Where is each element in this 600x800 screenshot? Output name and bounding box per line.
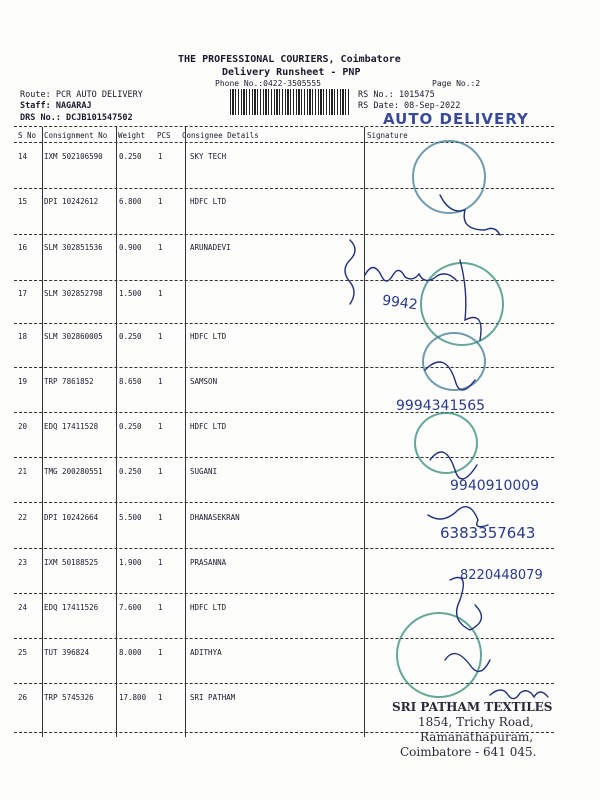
row-consignment: SLM 302851536 [44, 243, 103, 252]
table-top-rule [14, 126, 554, 127]
col-sno: S No [18, 131, 37, 140]
handwritten-phone: 9940910009 [450, 478, 540, 494]
row-consignment: TMG 200280551 [44, 467, 103, 476]
col-weight: Weight [118, 131, 146, 140]
handwritten-phone: 9994341565 [396, 398, 486, 414]
row-consignee: SKY TECH [190, 152, 227, 161]
page-number: Page No.:2 [432, 79, 481, 88]
row-weight: 17.800 [119, 693, 147, 702]
row-sno: 17 [18, 289, 28, 298]
row-pcs: 1 [158, 648, 163, 657]
row-sno: 24 [18, 603, 28, 612]
row-consignee: SRI PATHAM [190, 693, 236, 702]
row-weight: 0.900 [119, 243, 142, 252]
row-consignee: DHANASEKRAN [190, 513, 240, 522]
col-consignee: Consignee Details [182, 131, 259, 140]
row-sno: 26 [18, 693, 28, 702]
phone-number: Phone No.:0422-3505555 [215, 79, 321, 88]
row-sno: 15 [18, 197, 28, 206]
row-consignment: DPI 10242612 [44, 197, 99, 206]
handwritten-phone: 8220448079 [460, 568, 543, 583]
rs-number: RS No.: 1015475 [358, 90, 435, 100]
signature-scribbles [330, 140, 560, 740]
row-consignment: IXM 50188525 [44, 558, 99, 567]
row-consignment: EDQ 17411528 [44, 422, 99, 431]
auto-delivery-stamp: AUTO DELIVERY [383, 110, 529, 128]
drs-number: DRS No.: DCJB101547502 [20, 113, 133, 123]
row-sno: 18 [18, 332, 28, 341]
row-weight: 0.250 [119, 152, 142, 161]
row-consignee: PRASANNA [190, 558, 227, 567]
row-pcs: 1 [158, 603, 163, 612]
row-consignment: TUT 396824 [44, 648, 90, 657]
row-sno: 21 [18, 467, 28, 476]
row-consignee: HDFC LTD [190, 332, 227, 341]
row-weight: 7.600 [119, 603, 142, 612]
row-pcs: 1 [158, 197, 163, 206]
row-consignee: ARUNADEVI [190, 243, 231, 252]
row-consignee: HDFC LTD [190, 422, 227, 431]
address-stamp-line: Coimbatore - 641 045. [400, 745, 537, 759]
row-sno: 20 [18, 422, 28, 431]
row-weight: 1.900 [119, 558, 142, 567]
row-pcs: 1 [158, 243, 163, 252]
row-consignment: EDQ 17411526 [44, 603, 99, 612]
row-pcs: 1 [158, 467, 163, 476]
col-signature: Signature [367, 131, 408, 140]
col-consignment: Consignment No [44, 131, 108, 140]
row-pcs: 1 [158, 422, 163, 431]
route: Route: PCR AUTO DELIVERY [20, 90, 143, 100]
company-name: THE PROFESSIONAL COURIERS, Coimbatore [178, 54, 401, 65]
row-pcs: 1 [158, 152, 163, 161]
row-pcs: 1 [158, 513, 163, 522]
row-weight: 6.800 [119, 197, 142, 206]
row-sno: 23 [18, 558, 28, 567]
row-pcs: 1 [158, 332, 163, 341]
row-consignment: SLM 302852798 [44, 289, 103, 298]
row-weight: 8.650 [119, 377, 142, 386]
row-pcs: 1 [158, 289, 163, 298]
staff: Staff: NAGARAJ [20, 101, 92, 111]
row-consignment: IXM 502106590 [44, 152, 103, 161]
row-consignment: DPI 10242664 [44, 513, 99, 522]
address-stamp-line: Ramanathapuram, [420, 730, 534, 744]
rs-date: RS Date: 08-Sep-2022 [358, 101, 461, 111]
row-weight: 5.500 [119, 513, 142, 522]
row-consignee: HDFC LTD [190, 197, 227, 206]
row-weight: 1.500 [119, 289, 142, 298]
row-pcs: 1 [158, 377, 163, 386]
row-consignee: HDFC LTD [190, 603, 227, 612]
row-consignment: SLM 302860005 [44, 332, 103, 341]
document-title: Delivery Runsheet - PNP [222, 67, 361, 78]
row-sno: 19 [18, 377, 28, 386]
row-weight: 8.000 [119, 648, 142, 657]
row-consignee: SAMSON [190, 377, 218, 386]
row-consignee: ADITHYA [190, 648, 222, 657]
row-pcs: 1 [158, 558, 163, 567]
row-sno: 14 [18, 152, 28, 161]
row-consignment: TRP 5745326 [44, 693, 94, 702]
row-weight: 0.250 [119, 467, 142, 476]
row-sno: 22 [18, 513, 28, 522]
handwritten-phone: 9942 [381, 292, 419, 314]
row-pcs: 1 [158, 693, 163, 702]
col-pcs: PCS [157, 131, 171, 140]
row-consignee: SUGANI [190, 467, 218, 476]
address-stamp-line: 1854, Trichy Road, [418, 715, 534, 729]
row-sno: 25 [18, 648, 28, 657]
address-stamp-name: SRI PATHAM TEXTILES [392, 700, 553, 714]
row-sno: 16 [18, 243, 28, 252]
row-consignment: TRP 7861852 [44, 377, 94, 386]
handwritten-phone: 6383357643 [440, 524, 536, 542]
row-weight: 0.250 [119, 422, 142, 431]
row-weight: 0.250 [119, 332, 142, 341]
barcode [230, 89, 350, 115]
